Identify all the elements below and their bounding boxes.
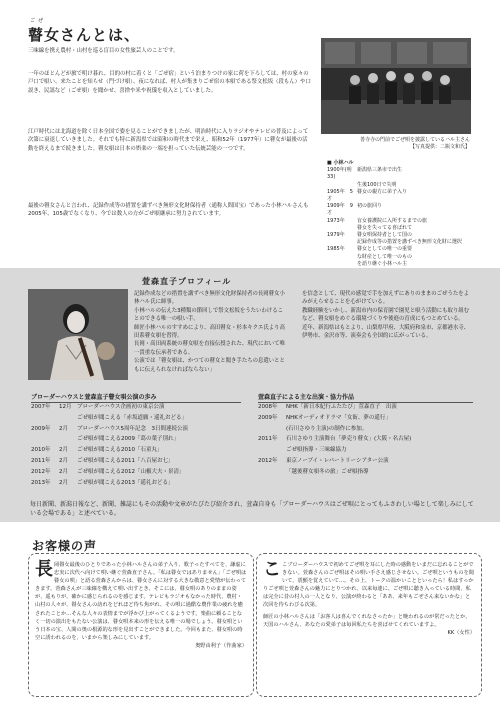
chronology-text: 記録作成等の措置を講ずべき無形文化財に選択 xyxy=(357,239,462,246)
chronology xyxy=(327,160,477,268)
row-text: ごぜ唄が聞こえる2011「八百屋お七」 xyxy=(77,457,174,464)
table-row xyxy=(31,424,241,435)
table-row xyxy=(31,467,241,478)
voice-right-text: こブローダーハウスで初めてごぜ唄を耳にした時の感動をいまだに忘れることができない。萱森さんのごぜ唄はその唄い手さえ感じさせない。ごぜ唄というものを聞いて、震顫を覚えていて…。その上、トークの温かいことといったら！私はすっかりごぜ唄と萱森さんの魅力にとりつかれ、以来毎連に、ごぜ唄に聴き入っている時間、私は完全に昔の村人の一人となり、公演が終わると「ああ、来年もごぜさん来ないかな」と次回を待ちわびる次第。 xyxy=(263,562,474,609)
row-month: 2月 xyxy=(59,468,68,475)
row-month: 2月 xyxy=(59,479,68,486)
row-year xyxy=(258,445,286,456)
profile-paragraph: 記録作成などの措置を講ずべき無形文化財保持者の長岡瞽女小林ハル氏に師事。 xyxy=(134,291,285,306)
row-text: ごぜ唄が聞こえる2009「葛の葉子別れ」 xyxy=(77,436,179,443)
goze-photo xyxy=(321,38,471,134)
row-text: 石川さゆり主演舞台「夢売り瞽女」(大阪・名古屋) xyxy=(286,436,412,443)
table-row xyxy=(31,413,241,424)
table-row xyxy=(258,456,473,467)
chronology-row xyxy=(327,246,477,253)
profile-column-1 xyxy=(134,290,286,374)
chronology-row xyxy=(327,225,477,232)
intro-subtitle: 三味線を携え農村・山村を巡る盲目の女性旅芸人のことです。 xyxy=(28,48,179,54)
chronology-year: 1905年 5才 xyxy=(327,188,353,203)
chronology-text: 瞽女としての唯一の重要 xyxy=(357,246,413,253)
chronology-title: ■ 小林ハル xyxy=(327,160,354,166)
photo-credit: 【写真提供：二瓶文和氏】 xyxy=(409,144,470,150)
row-text: (石川さゆり主演)の制作に参加。 xyxy=(286,425,368,432)
row-year: 2009年 xyxy=(258,414,278,421)
chronology-text: 初の旅回り xyxy=(357,203,383,210)
drop-cap: こ xyxy=(263,559,281,580)
profile-title: 萱森直子プロフィール xyxy=(142,277,232,286)
profile-paragraph: を信念として、現代の感覚で手を加えずにありのままのごぜうたをよみがえらせることを心がけている。 xyxy=(302,291,470,306)
performer-portrait xyxy=(28,289,128,380)
row-month: 2月 xyxy=(59,447,68,454)
performance-history-table xyxy=(31,402,241,488)
chronology-year xyxy=(327,261,357,268)
table-row xyxy=(258,402,473,413)
table-row xyxy=(31,434,241,445)
chronology-text: な財産として唯一のもの xyxy=(357,253,413,260)
table-row xyxy=(258,424,473,435)
intro-paragraph-2: 江戸時代には北海道を除く日本全国で姿を見ることができましたが、明治時代に入りラジオやテレビの普及によって次第に衰退していきました。それでも特に新潟県では昭和の時代まで栄え、昭和52年（1977年）に瞽女が最後の活動を終えるまで続きました。瞽女唄は日本の娯楽の一端を担っていた伝統芸能の一つです。 xyxy=(28,129,309,152)
row-text: ごぜ唄が聞こえる2010「石童丸」 xyxy=(77,447,163,454)
profile-column-2 xyxy=(302,290,472,340)
row-text: NHKオーディオドラマ「女衒、夢の遥行」 xyxy=(286,414,391,421)
photo-caption-line: 善寺寺の門前でごぜ唄を披露しているハル主さん xyxy=(359,137,470,143)
row-year: 2012年 xyxy=(258,457,278,464)
row-year: 2010年 xyxy=(31,447,51,454)
intro-paragraph-1: 一年のほとんどが旅で明け暮れ、目的の村に着くと「ごぜ宿」という泊まりつけの家に荷を下ろしては、村の家々の戸口で唄い、来たことを知らせ（門づけ唄）、夜になれば、村人が集まりごぜ宿の本唄である祭文松坂（段もん）や口説き、民謡など（ごぜ唄）を聞かせ、喜捨や米や祝儀を収入としていました。 xyxy=(28,71,311,94)
row-text: ブローダーハウス5周年記念 3日間連続公演 xyxy=(77,425,189,432)
chronology-text: 盲女養護院に入所するまでの旅 xyxy=(357,217,428,224)
profile-paragraph: 公演では「瞽女唄は、かつての瞽女と聞き手たちの息遣いとともに伝えられなければならない」 xyxy=(134,358,285,373)
chronology-row xyxy=(327,189,477,203)
row-year: 2011年 xyxy=(31,457,51,464)
profile-paragraph: 長岡・高田両系統の瞽女唄を直接伝授された、現代において唯一貴重な伝承者である。 xyxy=(134,341,285,356)
press-summary: 毎日新聞、新潟日報など、新聞、雑誌にもその活動や文章がたびたび紹介され、萱森自身も「ブローダーハウスはごぜ唄にとってもふさわしい場として楽しみにしている会場である」と述べている。 xyxy=(30,501,474,517)
chronology-year xyxy=(327,254,357,261)
table-row xyxy=(31,456,241,467)
chronology-row xyxy=(327,203,477,217)
chronology-row xyxy=(327,254,477,261)
row-month: 2月 xyxy=(59,425,68,432)
voice-left-signature: 奥野由利子（作曲家） xyxy=(195,642,247,649)
profile-paragraph: 師匠小林ハルのすすめにより、高田瞽女・杉本キクエ氏より高田系瞽女唄を習得。 xyxy=(134,324,285,340)
table-row xyxy=(31,402,241,413)
voice-left-text: 岡瞽女最後のひとりであった小林ハルさんの弟子入り、歌子ったすべてを、謙虚に忠実に次代へ向けて唄い継ぐ萱森直子さん。「私は瞽女ではありません」「ごぜ唄は瞽女の唄」と語る萱森さんからは、瞽女さんに対する大きな敬意と愛情が伝わってきます。萱森さんが三味線を構えて唄い出すとき、そこには、瞽女唄のありのままの姿が、遥もりが、確かに感じられるのを感じます。テレビもラジオもなかった時代、農村・山村の人々が、瞽女さんの訪れをどれほど待ち焦がれ、その唄に過酷な農作業の疲れを癒されたことか…そんな人々の表情までが浮かび上がってくるようです。楽曲に頼ることなく一切の演出をもたない公演は、瞽女唄本来の形を伝える唯一の場でしょう。瞽女唄という日本の宝、人間の奥の根源的な形を見出すことができました。今回もまた、瞽女唄の時空に誘われるのを、いまから楽しみにしています。 xyxy=(35,562,247,641)
row-text: ブローダーハウス企画初の東京公演 xyxy=(77,404,165,410)
row-text: ごぜ唄が聞こえる2013「遥礼おどる」 xyxy=(77,479,174,486)
chronology-text: を語り継ぐ小林ハル主 xyxy=(357,260,408,267)
chronology-year: 1979年 xyxy=(327,232,345,239)
performance-history-heading-text: ブローダーハウスと萱森直子瞽女唄公演の歩み xyxy=(31,394,157,401)
table-row xyxy=(31,478,241,489)
title-ruby: ごぜ xyxy=(30,18,47,24)
works-table xyxy=(258,402,473,478)
voice-right xyxy=(263,561,475,637)
voices-title: お客様の声 xyxy=(32,539,98,553)
chronology-row xyxy=(327,167,477,181)
chronology-year xyxy=(327,182,357,189)
row-month: 12月 xyxy=(59,404,72,410)
row-text: ごぜ唄が聞こえる2012「山椒大夫・景清」 xyxy=(77,468,185,475)
table-row xyxy=(258,445,473,456)
voice-right-text-2: 師匠の小林ハルさんは「お客人は喜んでくれなさったか」と晩われるのが常だったとか。天国のハルさん、あなたの愛弟子は毎回私たちを喜ばせてくれていますよ。 xyxy=(263,613,471,628)
table-row xyxy=(31,445,241,456)
intro-paragraph-3: 最後の瞽女さんと言われ、記録作成等の措置を講ずべき無形文化財保持者（通称人間国宝）であった小林ハルさんも2005年、105歳でなくなり、今では数人の方がごぜ唄継承に努力されています。 xyxy=(28,203,309,218)
chronology-year: 1973年 xyxy=(327,217,345,224)
profile-paragraph: 近年、新潟県はもとより、山梨県甲府、大阪府和泉市、京都港水寺、伊勢市、金沢市等、演奏会も全国的に広がっている。 xyxy=(302,324,470,340)
row-month xyxy=(59,413,77,424)
row-text: NHK「新日本紀行ふたたび」萱森直子 出演 xyxy=(286,404,397,410)
row-year: 2013年 xyxy=(31,479,51,486)
drop-cap: 長 xyxy=(35,559,53,580)
table-row xyxy=(258,434,473,445)
profile-paragraph: 教職経験をいかし、新潟市内の保育園で園児と唄う活動にも取り組むなど、瞽女唄をめぐる環境づくりや後進の育成にもつとめている。 xyxy=(302,307,470,323)
chronology-year: 1985年 xyxy=(327,246,345,253)
row-text: ごぜ唄が聞こえる「赤坂道願・遥礼おどる」 xyxy=(77,414,188,421)
row-year: 2012年 xyxy=(31,468,51,475)
chronology-text: 生後100日で失明 xyxy=(357,181,397,188)
table-row xyxy=(258,413,473,424)
row-year xyxy=(31,434,59,445)
row-text: 「越後瞽女唄冬の旅」ごぜ唄指導 xyxy=(286,468,369,475)
voice-right-signature: KK（女性） xyxy=(447,629,475,636)
chronology-row xyxy=(327,182,477,189)
works-heading-text: 萱森直子による主な出演・協力作品 xyxy=(258,394,355,401)
chronology-text: 瞽女唄保持者として国の xyxy=(357,232,413,239)
table-row xyxy=(258,467,473,478)
row-text: ごぜ唄指導・三味線協力 xyxy=(286,447,347,454)
intro-title-text: 瞽女さんとは、 xyxy=(28,26,141,44)
row-month: 2月 xyxy=(59,457,68,464)
chronology-row xyxy=(327,261,477,268)
row-year xyxy=(31,413,59,424)
intro-title xyxy=(28,18,141,45)
row-year xyxy=(258,424,286,435)
row-year: 2011年 xyxy=(258,436,278,443)
photo-caption xyxy=(330,137,470,151)
chronology-text: 新潟県三条市で出生 xyxy=(357,167,403,174)
voice-left xyxy=(35,561,247,650)
row-year: 2007年 xyxy=(31,404,51,410)
row-year: 2008年 xyxy=(258,404,278,410)
chronology-year: 1900年(明33) xyxy=(327,167,352,181)
chronology-row xyxy=(327,218,477,225)
chronology-year xyxy=(327,225,357,232)
row-text: 東京ノーブイ・レパートリーシアター公演 xyxy=(286,457,389,464)
profile-paragraph: 小林ハルの伝えた3種類の節回しで祭文松坂をうたいわけることのできる唯一の唄い手。 xyxy=(134,307,283,323)
chronology-text: 瞽女を失ってる喜ばれて xyxy=(357,224,413,231)
chronology-text: 瞽女の親方に弟子入り xyxy=(357,188,408,195)
chronology-year: 1909年 9才 xyxy=(327,203,353,217)
row-year xyxy=(258,467,286,478)
row-month xyxy=(59,434,77,445)
row-year: 2009年 xyxy=(31,425,51,432)
